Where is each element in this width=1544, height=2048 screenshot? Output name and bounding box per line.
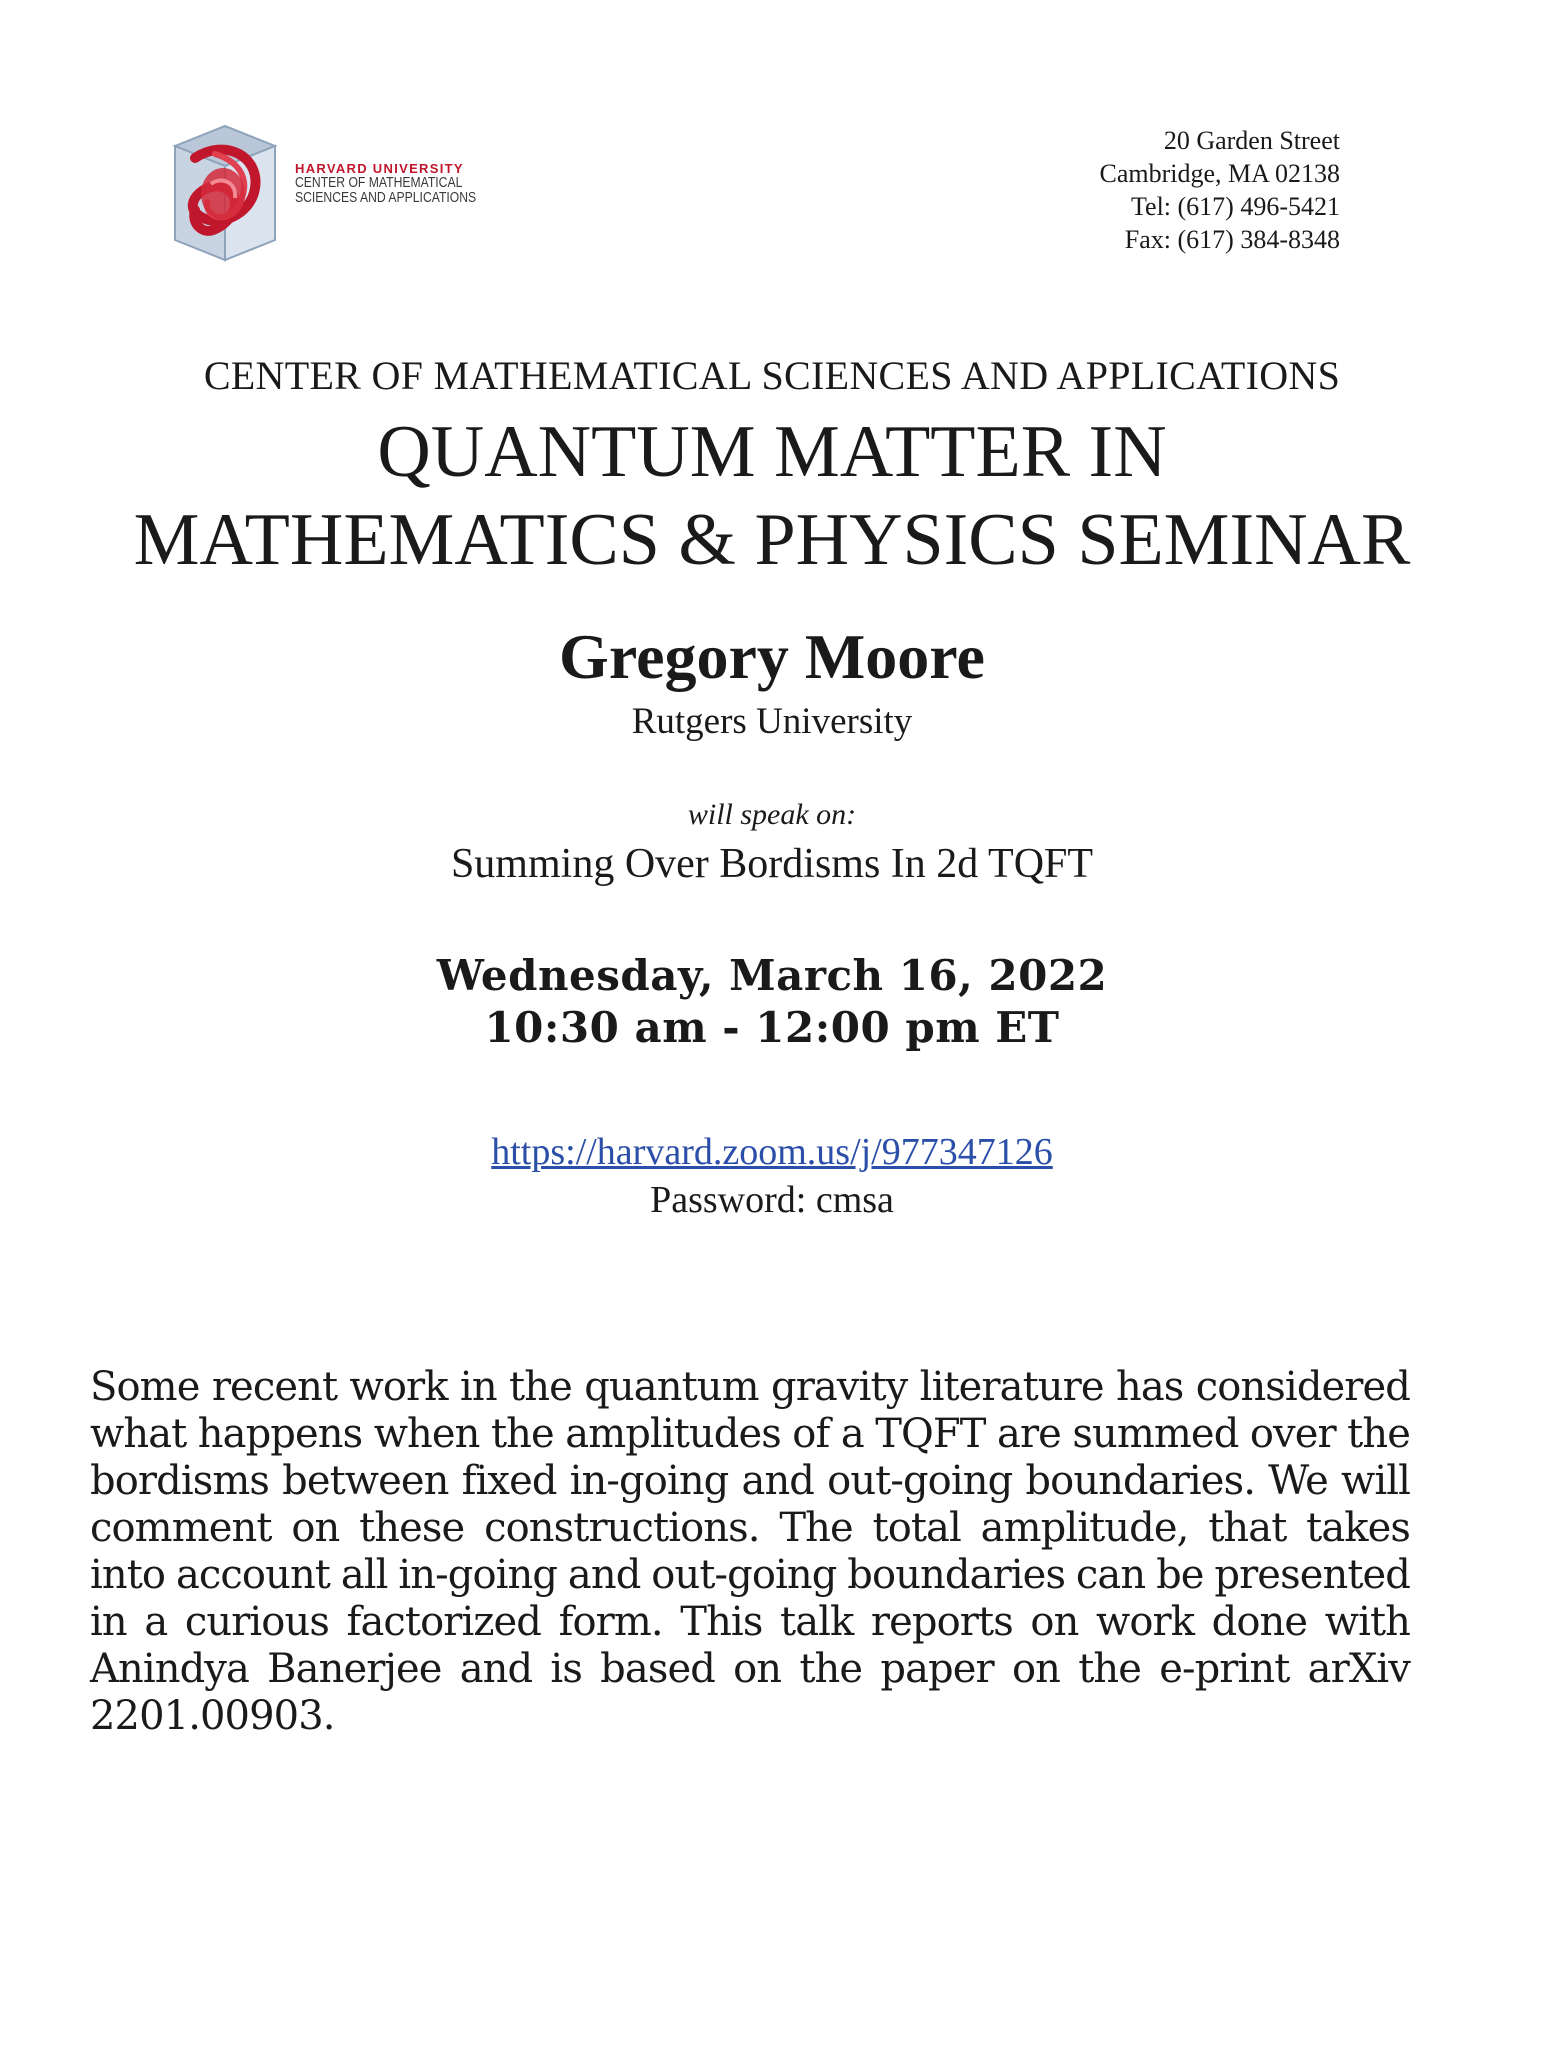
talk-time: 10:30 am - 12:00 pm ET [484,1003,1060,1052]
abstract-text: Some recent work in the quantum gravity literature has considered what happens when the amplitudes of a TQFT are summed over the bordisms between fixed in-going and out-going boundaries. We will comment on these constructions. The total amplitude, that takes into account all in-going and out-going boundaries can be presented in a curious factorized form. This talk reports on work done with Anindya Banerjee and is based on the paper on the e-print arXiv 2201.00903. [90,1364,1410,1739]
address-street: 20 Garden Street [1163,126,1340,155]
talk-intro: will speak on: [687,798,857,831]
seminar-title-line1: QUANTUM MATTER IN [377,411,1167,493]
logo-university-name: HARVARD UNIVERSITY [295,161,464,176]
talk-title: Summing Over Bordisms In 2d TQFT [450,841,1094,887]
address-city: Cambridge, MA 02138 [1099,159,1340,188]
speaker-name: Gregory Moore [559,621,985,692]
logo-center-name: CENTER OF MATHEMATICAL [295,174,463,191]
seminar-title-line2: MATHEMATICS & PHYSICS SEMINAR [133,499,1411,581]
seminar-title [0,408,1544,584]
organization-heading: CENTER OF MATHEMATICAL SCIENCES AND APPLICATIONS [203,353,1341,398]
cube-logo-icon [155,118,295,268]
zoom-block [0,1128,1544,1224]
talk-date: Wednesday, March 16, 2022 [436,951,1108,1000]
logo-center-name-cont: SCIENCES AND APPLICATIONS [295,189,477,206]
address-fax: Fax: (617) 384-8348 [1124,225,1340,254]
schedule-block [0,950,1544,1054]
zoom-password: Password: cmsa [650,1179,894,1221]
address-block [1100,124,1341,256]
address-tel: Tel: (617) 496-5421 [1130,192,1340,221]
cmsa-logo [155,118,485,268]
speaker-affiliation: Rutgers University [631,701,913,742]
zoom-link[interactable]: https://harvard.zoom.us/j/977347126 [491,1131,1053,1173]
